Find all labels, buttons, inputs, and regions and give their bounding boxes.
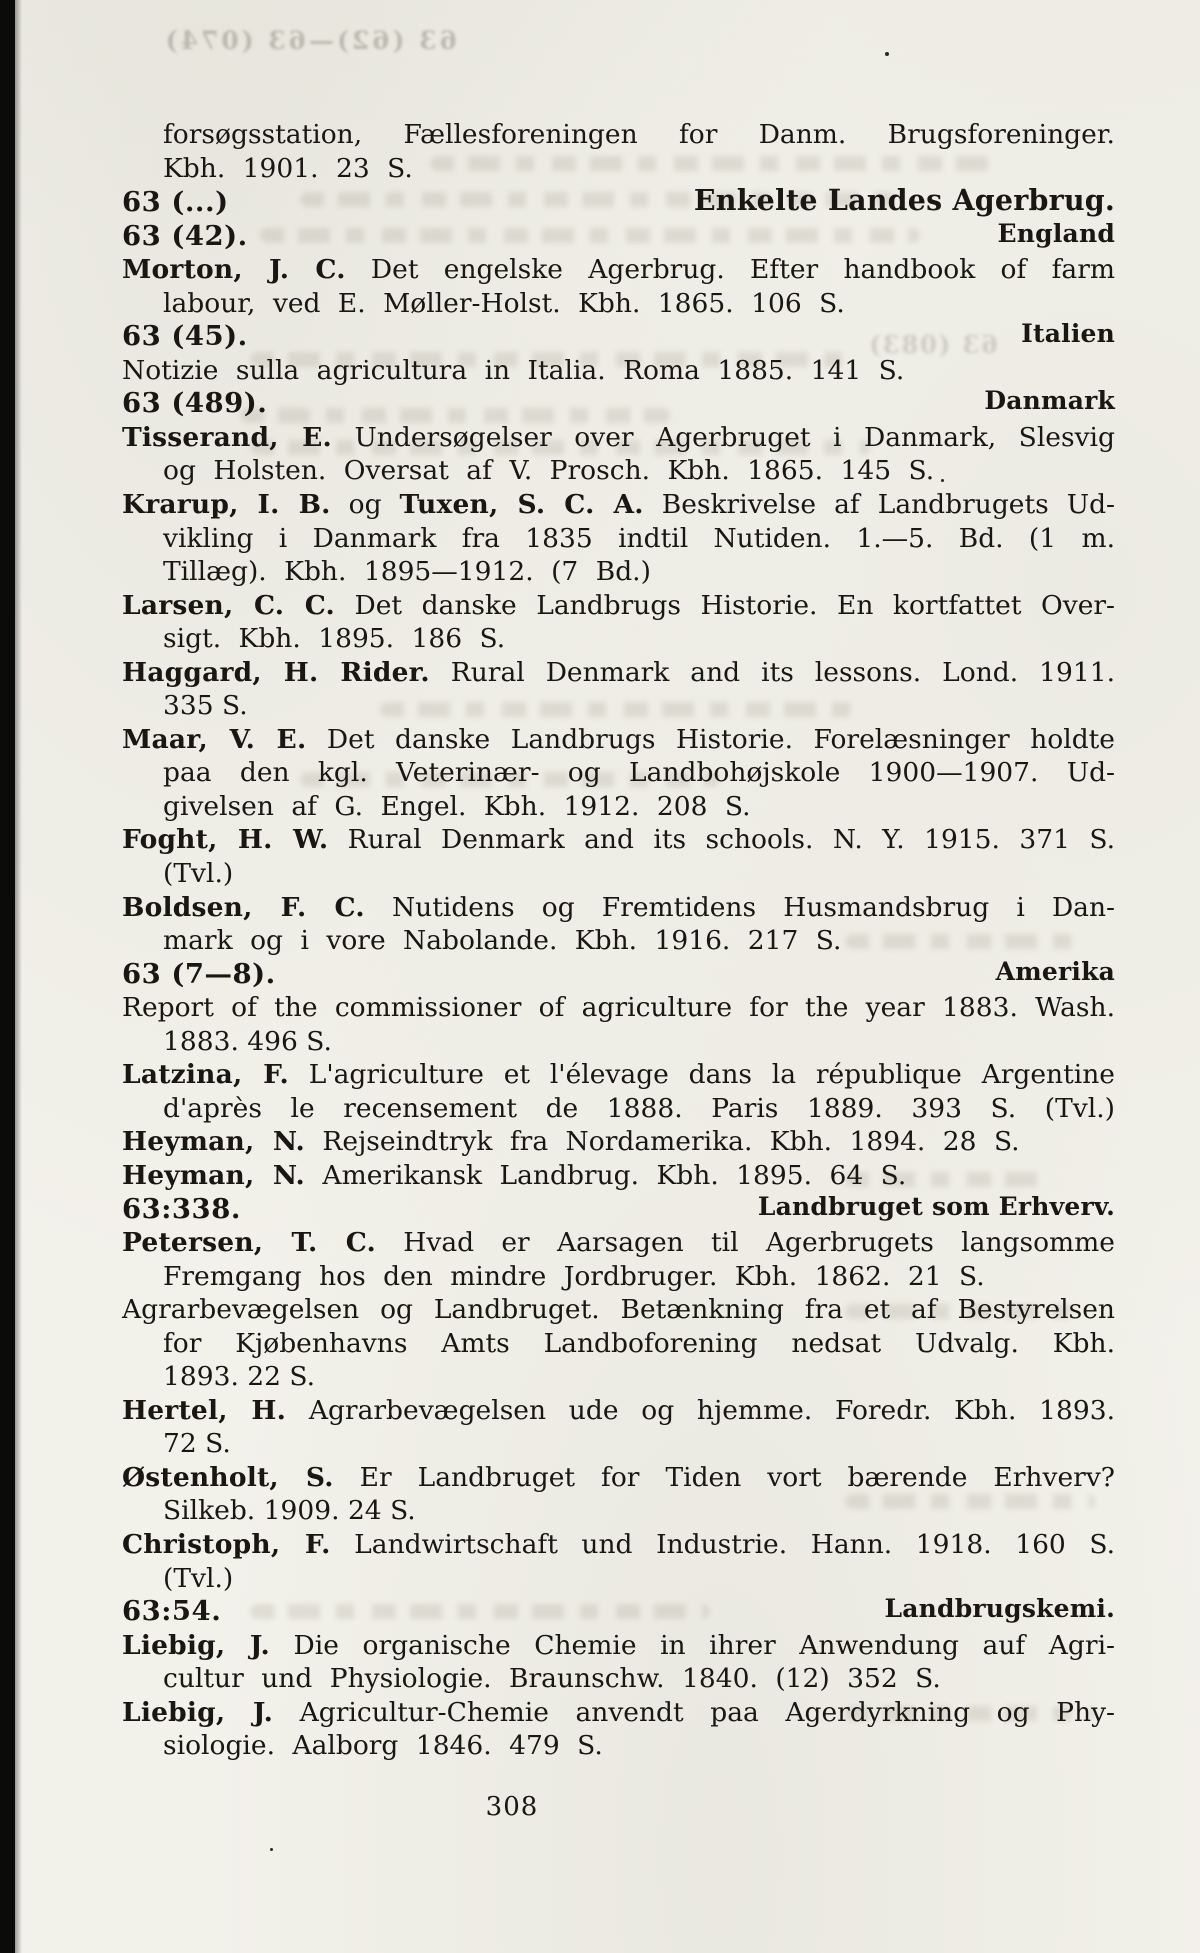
bib-line: (Tvl.) xyxy=(163,1562,234,1594)
bleedthrough-fragment: 63 (083) xyxy=(867,330,998,359)
bib-line: Haggard, H. Rider. Rural Denmark and its lessons. Lond. 1911. xyxy=(122,656,1115,688)
category-heading: England xyxy=(997,218,1115,248)
bib-line: Krarup, I. B. og Tuxen, S. C. A. Beskrivelse af Landbrugets Ud- xyxy=(122,489,1115,521)
author-name: Tisserand, E. xyxy=(122,421,332,453)
classification-line xyxy=(122,1595,1115,1629)
bib-line: Larsen, C. C. Det danske Landbrugs Historie. En kortfattet Over- xyxy=(122,589,1115,621)
author-name: Foght, H. W. xyxy=(122,824,329,856)
bib-line: givelsen af G. Engel. Kbh. 1912. 208 S. xyxy=(163,790,751,822)
bib-line: cultur und Physiologie. Braunschw. 1840. (12) 352 S. xyxy=(163,1663,941,1695)
scan-speck xyxy=(885,52,889,56)
bib-line: 1883. 496 S. xyxy=(163,1025,332,1057)
category-heading: Landbrugskemi. xyxy=(884,1594,1115,1624)
bib-line: for Kjøbenhavns Amts Landboforening nedsat Udvalg. Kbh. xyxy=(163,1327,1115,1359)
bibliography-lines xyxy=(122,118,1115,1763)
author-name: Larsen, C. C. xyxy=(122,589,335,621)
category-heading: Enkelte Landes Agerbrug. xyxy=(693,183,1115,218)
bib-line: Kbh. 1901. 23 S. xyxy=(163,152,413,184)
bib-line: Christoph, F. Landwirtschaft und Industrie. Hann. 1918. 160 S. xyxy=(122,1528,1115,1560)
author-name: Morton, J. C. xyxy=(122,254,346,286)
author-name: Latzina, F. xyxy=(122,1059,289,1091)
bib-line: Heyman, N. Rejseindtryk fra Nordamerika. Kbh. 1894. 28 S. xyxy=(122,1126,1020,1158)
classification-line xyxy=(122,220,1115,254)
bib-line: Østenholt, S. Er Landbruget for Tiden vort bærende Erhverv? xyxy=(122,1461,1116,1493)
category-heading: Landbruget som Erhverv. xyxy=(757,1191,1115,1221)
bib-line: Foght, H. W. Rural Denmark and its schools. N. Y. 1915. 371 S. xyxy=(122,824,1115,856)
bib-line: Liebig, J. Agricultur-Chemie anvendt paa Agerdyrkning og Phy- xyxy=(122,1696,1116,1728)
page-number: 308 xyxy=(485,1792,539,1822)
author-name: Christoph, F. xyxy=(122,1528,331,1560)
class-number: 63:338. xyxy=(122,1192,241,1225)
bib-line: Hertel, H. Agrarbevægelsen ude og hjemme. Foredr. Kbh. 1893. xyxy=(122,1394,1115,1426)
bib-line: Maar, V. E. Det danske Landbrugs Historie. Forelæsninger holdte xyxy=(122,723,1115,755)
bib-line: mark og i vore Nabolande. Kbh. 1916. 217 S. xyxy=(163,925,842,957)
bib-line: og Holsten. Oversat af V. Prosch. Kbh. 1865. 145 S. xyxy=(163,455,935,487)
scan-edge xyxy=(0,0,15,1953)
category-heading: Italien xyxy=(1021,319,1115,349)
bib-line: sigt. Kbh. 1895. 186 S. xyxy=(163,623,506,655)
bib-line: forsøgsstation, Fællesforeningen for Danm. Brugsforeninger. xyxy=(163,119,1115,150)
author-name: Østenholt, S. xyxy=(122,1461,334,1493)
bib-line: Report of the commissioner of agriculture for the year 1883. Wash. xyxy=(122,992,1115,1024)
bib-line: labour, ved E. Møller-Holst. Kbh. 1865. 106 S. xyxy=(163,287,845,319)
author-name: Heyman, N. xyxy=(122,1126,305,1158)
bib-line: paa den kgl. Veterinær- og Landbohøjskole 1900—1907. Ud- xyxy=(163,757,1115,789)
bib-line: Latzina, F. L'agriculture et l'élevage dans la république Argentine xyxy=(122,1059,1115,1091)
bib-line: 72 S. xyxy=(163,1428,231,1460)
bib-line: Notizie sulla agricultura in Italia. Roma 1885. 141 S. xyxy=(122,354,905,386)
classification-line xyxy=(122,958,1115,992)
class-number: 63 (489). xyxy=(122,387,268,420)
bib-line: Boldsen, F. C. Nutidens og Fremtidens Husmandsbrug i Dan- xyxy=(122,891,1116,923)
bib-line: vikling i Danmark fra 1835 indtil Nutiden. 1.—5. Bd. (1 m. xyxy=(163,522,1115,554)
author-name: Tuxen, S. C. A. xyxy=(399,489,644,521)
bib-line: 1893. 22 S. xyxy=(163,1361,316,1393)
author-name: Maar, V. E. xyxy=(122,723,307,755)
author-name: Liebig, J. xyxy=(122,1629,270,1661)
class-number: 63 (42). xyxy=(122,219,248,252)
category-heading: Danmark xyxy=(984,386,1115,416)
author-name: Krarup, I. B. xyxy=(122,489,331,521)
bib-line: 335 S. xyxy=(163,690,248,722)
bib-line: Tisserand, E. Undersøgelser over Agerbruget i Danmark, Slesvig xyxy=(122,421,1115,453)
bib-line: Heyman, N. Amerikansk Landbrug. Kbh. 1895. 64 S. xyxy=(122,1159,907,1191)
classification-line xyxy=(122,320,1115,354)
bib-line: siologie. Aalborg 1846. 479 S. xyxy=(163,1730,603,1762)
bib-line: Tillæg). Kbh. 1895—1912. (7 Bd.) xyxy=(163,556,651,588)
author-name: Petersen, T. C. xyxy=(122,1227,376,1259)
class-number: 63 (7—8). xyxy=(122,957,276,990)
bib-line: Fremgang hos den mindre Jordbruger. Kbh. 1862. 21 S. xyxy=(163,1260,985,1292)
category-heading: Amerika xyxy=(995,956,1115,986)
bib-line: Silkeb. 1909. 24 S. xyxy=(163,1495,416,1527)
class-number: 63:54. xyxy=(122,1595,222,1628)
bib-line: d'après le recensement de 1888. Paris 1889. 393 S. (Tvl.) xyxy=(163,1092,1115,1124)
bib-line: Liebig, J. Die organische Chemie in ihrer Anwendung auf Agri- xyxy=(122,1629,1115,1661)
classification-line xyxy=(122,1193,1115,1227)
bib-line: Agrarbevægelsen og Landbruget. Betænkning fra et af Bestyrelsen xyxy=(122,1294,1115,1326)
classification-line xyxy=(122,185,1115,220)
author-name: Haggard, H. Rider. xyxy=(122,656,430,688)
author-name: Liebig, J. xyxy=(122,1696,274,1728)
bib-line: Morton, J. C. Det engelske Agerbrug. Efter handbook of farm xyxy=(122,254,1115,286)
class-number: 63 (...) xyxy=(122,186,229,219)
author-name: Heyman, N. xyxy=(122,1159,305,1191)
bleedthrough-running-head: 63 (62)—63 (074) xyxy=(162,26,457,55)
bib-line: Petersen, T. C. Hvad er Aarsagen til Agerbrugets langsomme xyxy=(122,1227,1115,1259)
classification-line xyxy=(122,387,1115,421)
author-name: Hertel, H. xyxy=(122,1394,287,1426)
bib-line: (Tvl.) xyxy=(163,858,234,890)
scan-speck xyxy=(270,1848,273,1851)
author-name: Boldsen, F. C. xyxy=(122,891,365,923)
class-number: 63 (45). xyxy=(122,320,248,353)
